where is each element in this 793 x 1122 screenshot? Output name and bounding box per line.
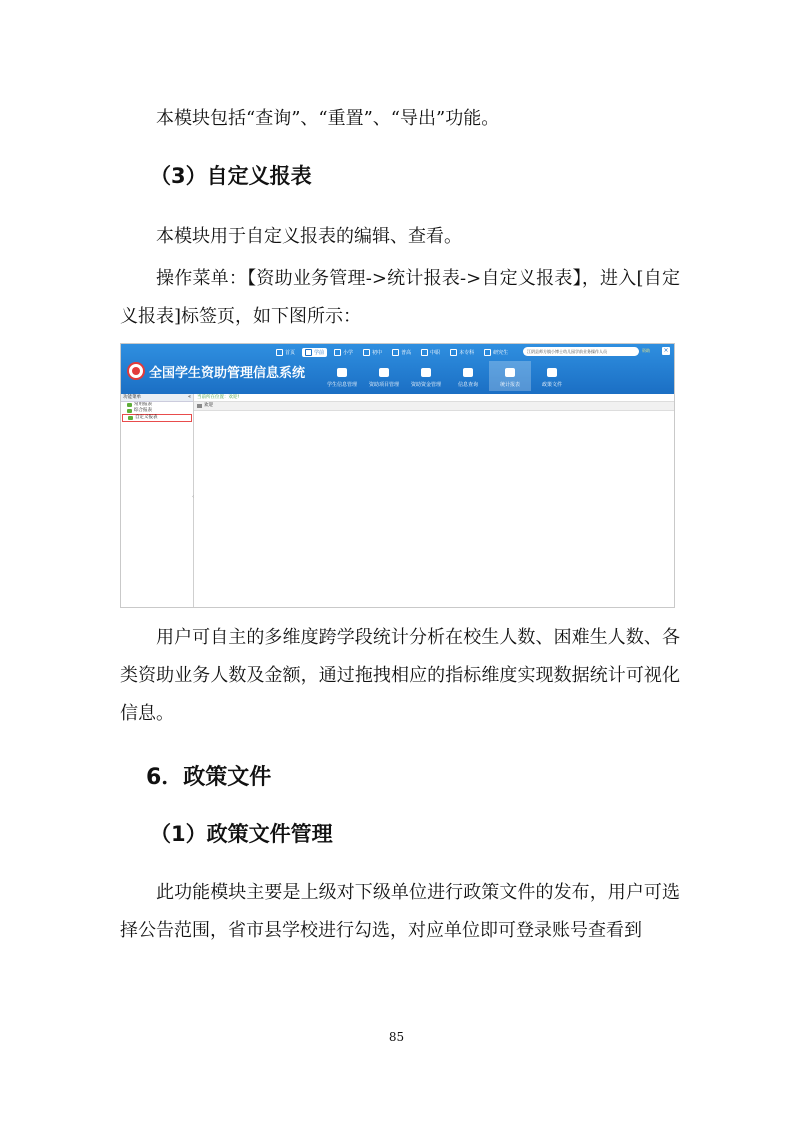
money-icon	[421, 368, 431, 377]
paragraph-operation-menu: 操作菜单：【资助业务管理->统计报表->自定义报表】，进入[自定义报表]标签页，如下图所示：	[120, 268, 680, 327]
sidebar-item-comprehensive-reports[interactable]: 综合报表	[121, 408, 193, 414]
nav-student-info[interactable]: 学生信息管理	[321, 361, 363, 391]
preschool-icon	[305, 349, 312, 356]
header-bar	[121, 344, 674, 394]
vocational-icon	[421, 349, 428, 356]
function-menu	[121, 394, 194, 607]
level-tab-undergrad[interactable]: 本专科	[447, 348, 477, 357]
page-number: 85	[388, 1030, 405, 1044]
close-icon[interactable]: ×	[663, 347, 669, 354]
tab-welcome[interactable]: 欢迎	[204, 403, 213, 408]
home-tab-icon	[197, 404, 202, 408]
heading-custom-report: （3）自定义报表	[150, 164, 312, 188]
leaf-icon	[127, 409, 132, 413]
sidebar-item-custom-reports[interactable]: 自定义报表	[122, 414, 192, 422]
level-tab-home[interactable]: 首页	[273, 348, 298, 357]
nav-policy-docs[interactable]: 政策文件	[531, 361, 573, 391]
school-select[interactable]: 江阴县师方镇小博士幼儿园学前业务操作人员	[523, 347, 639, 356]
graduation-cap-icon	[450, 349, 457, 356]
system-title: 全国学生资助管理信息系统	[149, 365, 306, 381]
senior-icon	[392, 349, 399, 356]
collapse-icon[interactable]: «	[187, 394, 191, 400]
nav-info-query[interactable]: 信息查询	[447, 361, 489, 391]
splitter-handle-icon[interactable]: ‹	[192, 494, 194, 500]
briefcase-icon	[379, 368, 389, 377]
user-label[interactable]: 资助	[642, 348, 650, 353]
nav-aid-projects[interactable]: 资助项目管理	[363, 361, 405, 391]
paragraph-custom-report-desc: 本模块用于自定义报表的编辑、查看。	[156, 226, 462, 247]
paragraph-features: 本模块包括“查询”、“重置”、“导出”功能。	[156, 108, 500, 129]
nav-aid-funds[interactable]: 资助资金管理	[405, 361, 447, 391]
level-tab-junior[interactable]: 初中	[360, 348, 385, 357]
level-tab-vocational[interactable]: 中职	[418, 348, 443, 357]
level-tab-primary[interactable]: 小学	[331, 348, 356, 357]
graduate-icon	[484, 349, 491, 356]
search-doc-icon	[463, 368, 473, 377]
system-logo	[127, 360, 305, 382]
heading-policy-management: （1）政策文件管理	[150, 822, 333, 846]
emblem-icon	[127, 362, 145, 380]
paragraph-policy-desc: 此功能模块主要是上级对下级单位进行政策文件的发布，用户可选择公告范围，省市县学校进行勾选，对应单位即可登录账号查看到	[120, 882, 680, 941]
home-icon	[276, 349, 283, 356]
nav-stat-reports[interactable]: 统计报表	[489, 361, 531, 391]
breadcrumb: 当前所在位置：欢迎!	[197, 395, 240, 400]
level-tab-preschool[interactable]: 学前	[302, 348, 327, 357]
pie-chart-icon	[505, 368, 515, 377]
tab-bar	[194, 401, 674, 411]
paragraph-stat-analysis: 用户可自主的多维度跨学段统计分析在校生人数、困难生人数、各类资助业务人数及金额，通过拖拽相应的指标维度实现数据统计可视化信息。	[120, 627, 680, 724]
heading-policy-documents: 6．政策文件	[146, 765, 272, 790]
level-tab-graduate[interactable]: 研究生	[481, 348, 511, 357]
level-tab-senior[interactable]: 普高	[389, 348, 414, 357]
users-icon	[337, 368, 347, 377]
system-screenshot	[120, 343, 675, 608]
leaf-icon	[128, 416, 133, 420]
function-menu-title: 功能菜单 «	[123, 394, 191, 400]
sidebar-item-common-reports[interactable]: 常用报表	[121, 402, 193, 408]
primary-icon	[334, 349, 341, 356]
level-tabs	[273, 346, 511, 358]
document-edit-icon	[547, 368, 557, 377]
main-panel	[194, 394, 674, 607]
leaf-icon	[127, 403, 132, 407]
main-nav	[321, 361, 573, 391]
junior-icon	[363, 349, 370, 356]
